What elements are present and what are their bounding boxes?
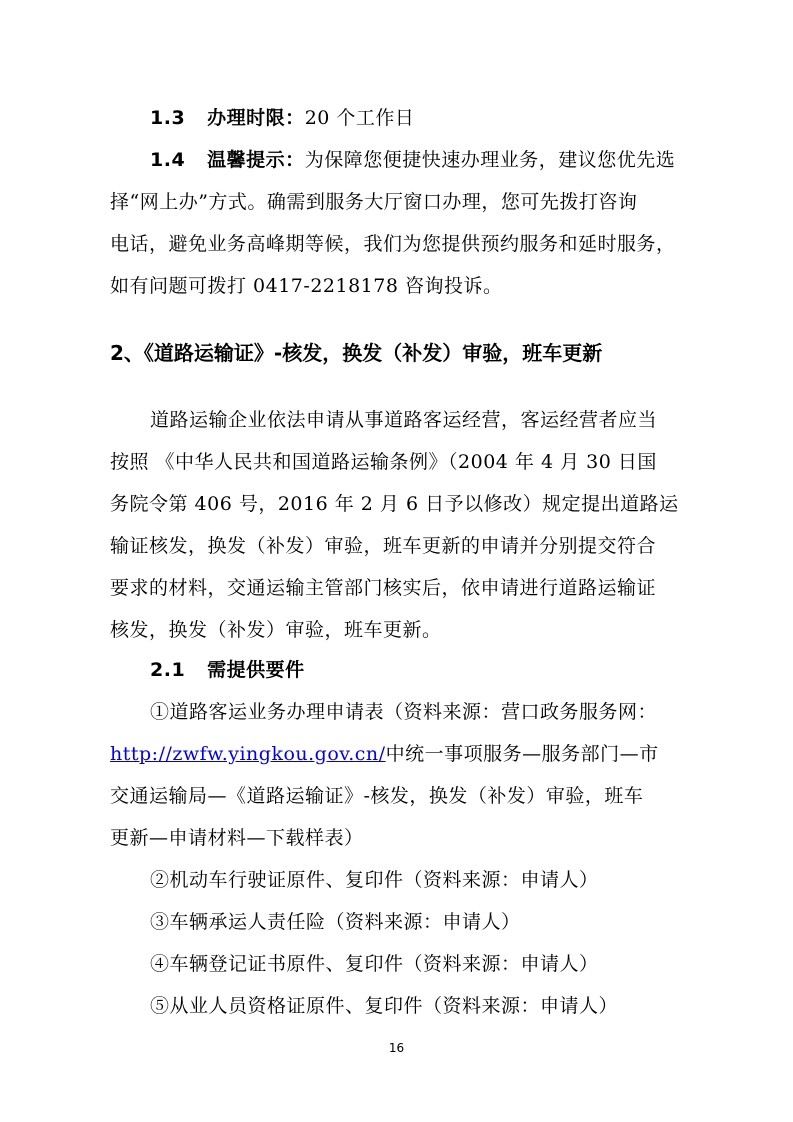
paragraph-line: 输证核发，换发（补发）审验，班车更新的申请并分别提交符合	[110, 535, 657, 557]
paragraph-line: 如有问题可拨打 0417-2218178 咨询投诉。	[110, 275, 503, 297]
page-number: 16	[388, 1041, 405, 1055]
section-number: 2.1	[150, 659, 186, 681]
paragraph-line: 道路运输企业依法申请从事道路客运经营，客运经营者应当	[150, 409, 658, 431]
section-1-3	[150, 106, 414, 130]
list-item-continued	[110, 742, 659, 766]
section-label: 需提供要件	[207, 659, 305, 681]
section-text: 20 个工作日	[304, 107, 415, 129]
paragraph-line: 电话，避免业务高峰期等候，我们为您提供预约服务和延时服务，	[110, 233, 676, 255]
paragraph-line: 务院令第 406 号，2016 年 2 月 6 日予以修改）规定提出道路运	[110, 493, 679, 515]
paragraph-line: 要求的材料，交通运输主管部门核实后，依申请进行道路运输证	[110, 577, 657, 599]
list-item-text: 中统一事项服务—服务部门—市	[385, 743, 659, 765]
paragraph-line: 核发，换发（补发）审验，班车更新。	[110, 619, 442, 641]
list-item: ⑤从业人员资格证原件、复印件（资料来源：申请人）	[150, 995, 619, 1017]
section-2-heading: 2、《道路运输证》-核发，换发（补发）审验，班车更新	[110, 341, 603, 365]
section-number: 1.3	[150, 107, 186, 129]
list-item: ③车辆承运人责任险（资料来源：申请人）	[150, 911, 521, 933]
service-link[interactable]: http://zwfw.yingkou.gov.cn/	[110, 743, 386, 765]
section-1-4	[150, 148, 675, 172]
section-label: 办理时限：	[207, 107, 305, 129]
section-2-1	[150, 658, 305, 682]
section-label: 温馨提示：	[207, 149, 305, 171]
list-item: ②机动车行驶证原件、复印件（资料来源：申请人）	[150, 869, 599, 891]
list-item: ①道路客运业务办理申请表（资料来源：营口政务服务网：	[150, 701, 658, 723]
list-item-continued: 交通运输局—《道路运输证》-核发，换发（补发）审验，班车	[110, 785, 644, 807]
list-item: ④车辆登记证书原件、复印件（资料来源：申请人）	[150, 953, 599, 975]
section-number: 1.4	[150, 149, 186, 171]
list-item-continued: 更新—申请材料—下载样表）	[110, 827, 364, 849]
paragraph-line: 择“网上办”方式。确需到服务大厅窗口办理，您可先拨打咨询	[110, 191, 638, 213]
section-text: 为保障您便捷快速办理业务，建议您优先选	[304, 149, 676, 171]
paragraph-line: 按照 《中华人民共和国道路运输条例》（2004 年 4 月 30 日国	[110, 451, 657, 473]
